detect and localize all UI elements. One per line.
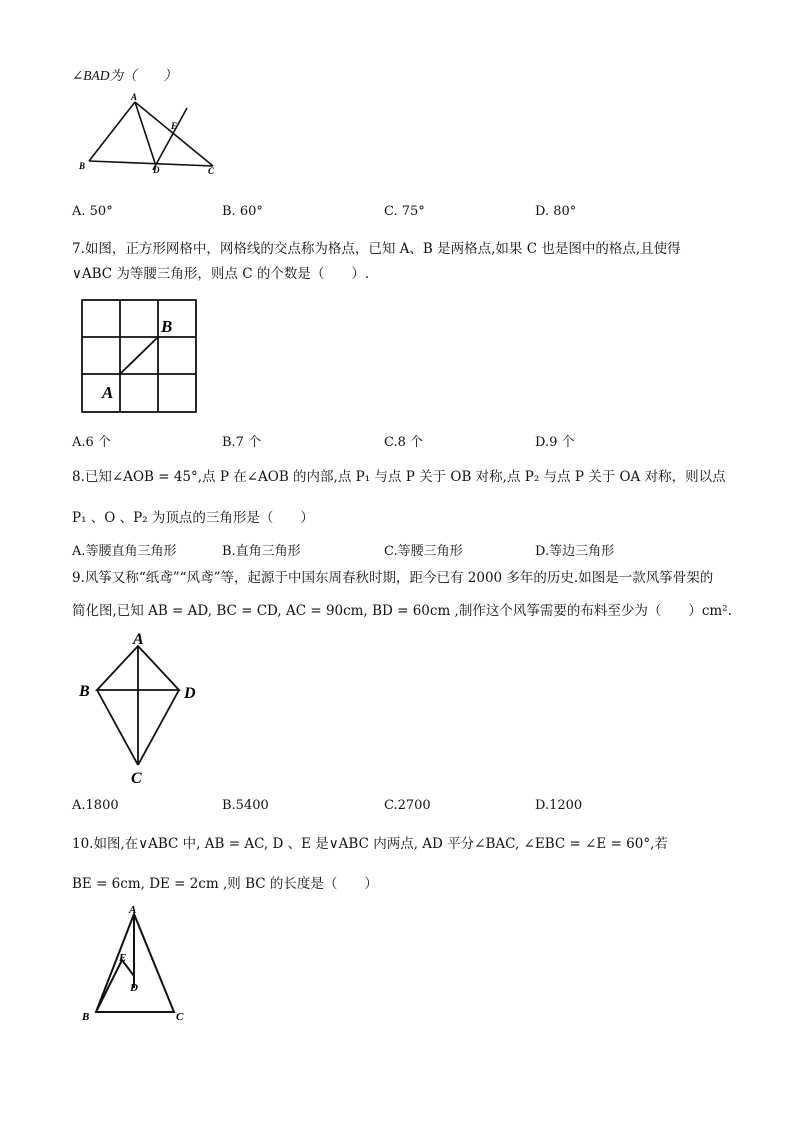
q8-option-b: B.直角三角形 xyxy=(222,544,301,559)
q7-option-c: C.8 个 xyxy=(384,435,424,450)
q10-label-c: C xyxy=(176,1011,184,1023)
q6-label-e: E xyxy=(171,121,178,131)
q7-option-b: B.7 个 xyxy=(222,435,262,450)
q9-line-2: 简化图,已知 AB = AD, BC = CD, AC = 90cm, BD = 60cm ,制作这个风筝需要的布料至少为（ ）cm². xyxy=(72,603,732,619)
q9-option-a: A.1800 xyxy=(72,798,119,813)
q6-option-a: A. 50° xyxy=(72,204,113,219)
q9-label-c: C xyxy=(131,770,142,787)
q7-line-1: 7.如图，正方形网格中，网格线的交点称为格点，已知 A、B 是两格点,如果 C 也是图中的格点,且使得 xyxy=(72,241,681,257)
q6-label-a: A xyxy=(131,92,138,102)
q9-option-d: D.1200 xyxy=(535,798,583,813)
q8-line-2: P₁ 、O 、P₂ 为顶点的三角形是（ ） xyxy=(72,510,314,526)
q6-stem-tail: ∠BAD为（ ） xyxy=(72,68,178,83)
q8-line-1: 8.已知∠AOB = 45°,点 P 在∠AOB 的内部,点 P₁ 与点 P 关于 OB 对称,点 P₂ 与点 P 关于 OA 对称，则以点 xyxy=(72,469,726,485)
q6-option-d: D. 80° xyxy=(535,204,577,219)
q8-option-c: C.等腰三角形 xyxy=(384,544,463,559)
q7-label-b: B xyxy=(161,317,173,336)
q7-label-a: A xyxy=(102,383,114,402)
q7-option-d: D.9 个 xyxy=(535,435,575,450)
q10-label-e: E xyxy=(119,952,127,964)
q7-grid-figure xyxy=(80,298,200,416)
q9-kite-figure xyxy=(75,628,205,788)
q9-label-a: A xyxy=(133,631,144,648)
q6-triangle-figure xyxy=(75,90,225,180)
q10-label-d: D xyxy=(130,982,138,994)
q8-option-d: D.等边三角形 xyxy=(535,544,615,559)
q10-triangle-figure xyxy=(78,900,198,1030)
q10-label-a: A xyxy=(129,904,137,916)
q9-label-d: D xyxy=(184,685,196,702)
q6-option-c: C. 75° xyxy=(384,204,425,219)
q6-label-d: D xyxy=(153,165,160,175)
q10-line-1: 10.如图,在∨ABC 中, AB = AC, D 、E 是∨ABC 内两点, AD 平分∠BAC, ∠EBC = ∠E = 60°,若 xyxy=(72,836,668,852)
q6-label-c: C xyxy=(208,166,215,176)
q6-option-b: B. 60° xyxy=(222,204,263,219)
q9-label-b: B xyxy=(79,683,90,700)
q8-option-a: A.等腰直角三角形 xyxy=(72,544,177,559)
q9-option-b: B.5400 xyxy=(222,798,269,813)
q10-label-b: B xyxy=(82,1011,90,1023)
q9-option-c: C.2700 xyxy=(384,798,431,813)
q7-option-a: A.6 个 xyxy=(72,435,111,450)
q10-line-2: BE = 6cm, DE = 2cm ,则 BC 的长度是（ ） xyxy=(72,876,378,892)
q9-line-1: 9.风筝又称“纸鸢”“风鸢”等，起源于中国东周春秋时期，距今已有 2000 多年的历史.如图是一款风筝骨架的 xyxy=(72,570,714,586)
q6-label-b: B xyxy=(79,161,86,171)
q7-line-2: ∨ABC 为等腰三角形，则点 C 的个数是（ ）. xyxy=(72,266,370,282)
